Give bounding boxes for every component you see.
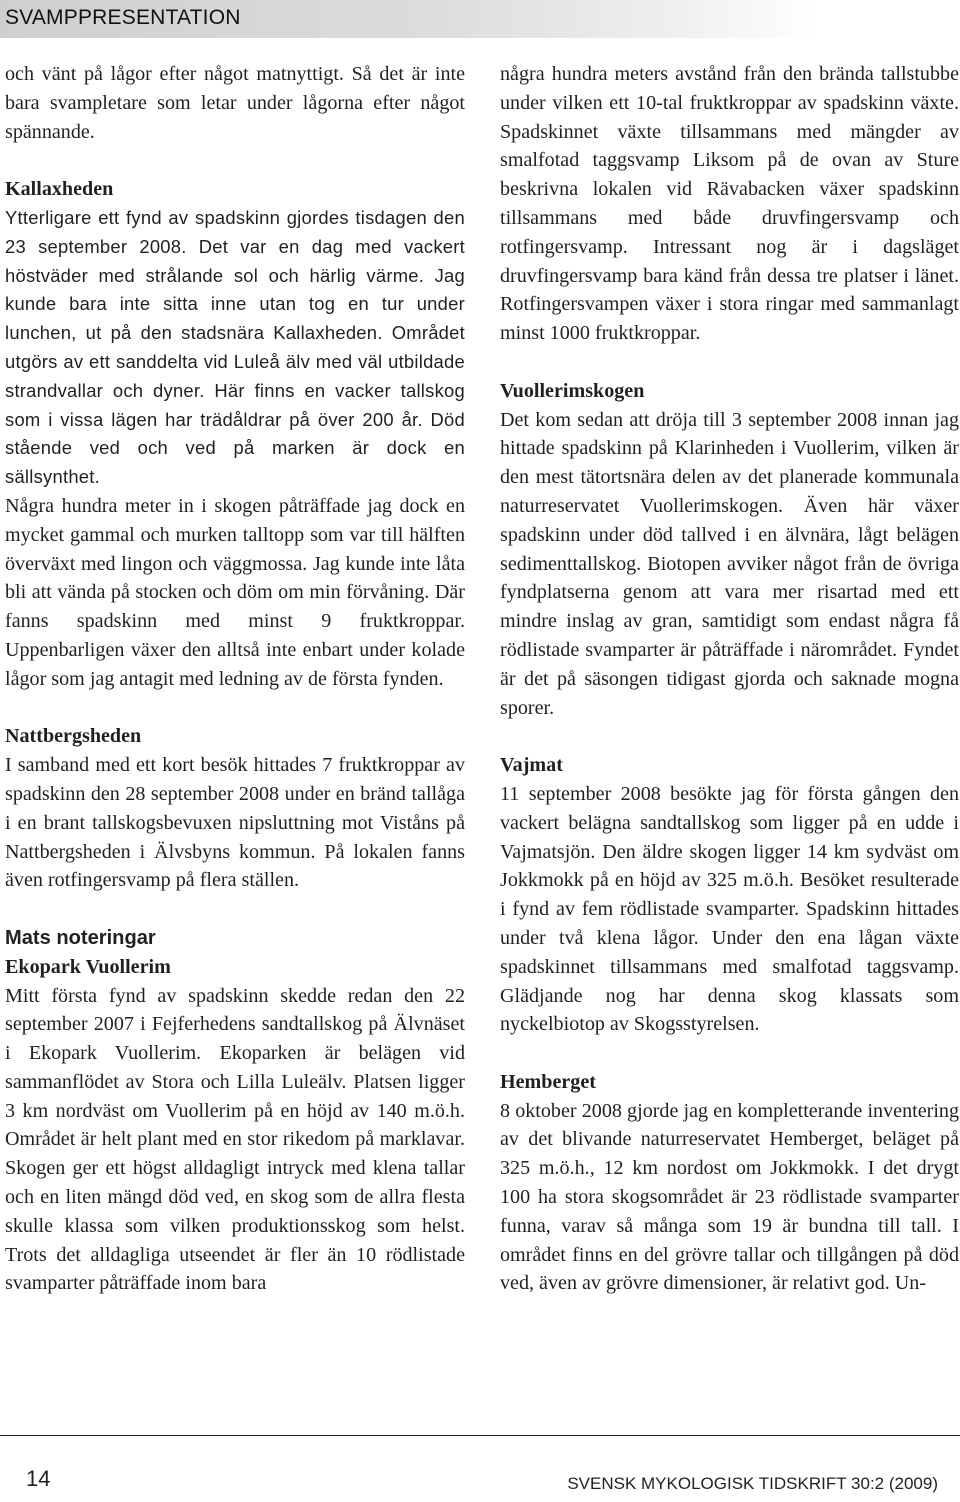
page-number: 14 xyxy=(26,1466,51,1491)
intro-paragraph: och vänt på lågor efter något matnyttigt. Så det är inte bara svampletare som letar under lågorna efter något spännande. xyxy=(5,63,465,143)
nattbergsheden-paragraph: I samband med ett kort besök hittades 7 fruktkroppar av spadskinn den 28 september 2008 under en bränd tallåga i en brant tallskogsbevuxen nipsluttning mot Viståns på Nattbergsheden i Älvsbyns kommun. På lokalen fanns även rotfingersvamp på flera ställen. xyxy=(5,754,465,892)
continuation-paragraph: några hundra meters avstånd från den brända tallstubbe under vilken ett 10-tal fruktkroppar av spadskinn växte. Spadskinnet växte tillsammans med mängder av smalfotad taggsvamp Liksom på de ovan av Sture beskrivna lokalen vid Rävabacken växer spadskinn tillsammans med både druvfingersvamp och rotfingersvamp. Intressant nog är i dagsläget druvfingersvamp bara känd från dessa tre platser i länet. Rotfingersvampen växer i stora ringar med sammanlagt minst 1000 fruktkroppar. xyxy=(500,63,959,345)
heading-vuollerimskogen: Vuollerimskogen xyxy=(500,379,645,402)
vuollerimskogen-paragraph: Det kom sedan att dröja till 3 september 2008 innan jag hittade spadskinn på Klarinheden i Vuollerim, vilken är den mest tätortsnära delen av det planerade kommunala naturreservatet Vuollerimskogen. Även här växer spadskinn under död tallved i en älvnära, lågt belägen sedimenttallskog. Biotopen avviker något från de övriga fyndplatserna genom att vara mer risartad med ett mindre inslag av gran, samtidigt som endast några få rödlistade svamparter är påträffade i närområdet. Fyndet är det på säsongen tidigast gjorda och saknade mogna sporer. xyxy=(500,408,959,719)
heading-nattbergsheden: Nattbergsheden xyxy=(5,725,142,748)
kallaxheden-paragraph-2: Några hundra meter in i skogen påträffade jag dock en mycket gammal och murken talltopp som var till hälften överväxt med lingon och väggmossa. Jag kunde inte låta bli att vända på stocken och döm om min förvåning. Där fanns spadskinn med minst 9 fruktkroppar. Uppenbarligen växer den alltså inte enbart under kolade lågor som jag antagit med ledning av de första fynden. xyxy=(5,494,465,690)
hemberget-paragraph: 8 oktober 2008 gjorde jag en kompletterande inventering av det blivande naturreservatet Hemberget, beläget på 325 m.ö.h., 12 km nordost om Jokkmokk. I det drygt 100 ha stora skogsområdet är 23 rödlistade svamparter funna, varav så många som 19 är bundna till tall. I området finns en del grövre tallar och tillgången på död ved, även av grövre dimensioner, är relativt god. Un- xyxy=(500,1099,959,1295)
kallaxheden-paragraph-1: Ytterligare ett fynd av spadskinn gjordes tisdagen den 23 september 2008. Det var en dag med vackert höstväder med strålande sol och härlig värme. Jag kunde bara inte sitta inne utan tog en tur under lunchen, ut på den stadsnära Kallaxheden. Området utgörs av ett sanddelta vid Luleå älv med väl utbildade strandvallar och dyner. Här finns en vacker tallskog som i vissa lägen har trädåldrar på över 200 år. Död stående ved och ved på marken är dock en sällsynthet. xyxy=(5,206,465,488)
heading-hemberget: Hemberget xyxy=(500,1070,596,1093)
heading-mats-noteringar: Mats noteringar xyxy=(5,926,156,949)
heading-ekopark-vuollerim: Ekopark Vuollerim xyxy=(5,955,171,978)
section-title: SVAMPPRESENTATION xyxy=(5,6,241,29)
section-header-band xyxy=(0,0,960,38)
heading-kallaxheden: Kallaxheden xyxy=(5,178,114,201)
ekopark-paragraph: Mitt första fynd av spadskinn skedde redan den 22 september 2007 i Fejferhedens sandtallskog på Älvnäset i Ekopark Vuollerim. Ekoparken är belägen vid sammanflödet av Stora och Lilla Luleälv. Platsen ligger 3 km nordväst om Vuollerim på en höjd av 140 m.ö.h. Området är helt plant med en stor rikedom på marklavar. Skogen ger ett högst alldagligt intryck med klena tallar och en liten mängd död ved, en skog som de allra flesta skulle klassa som vilken produktionsskog som helst. Trots det alldagliga utseendet är fler än 10 rödlistade svamparter påträffade inom bara xyxy=(5,984,465,1295)
heading-vajmat: Vajmat xyxy=(500,754,563,777)
right-column xyxy=(500,60,959,1298)
footer-rule xyxy=(0,1435,960,1436)
left-column xyxy=(5,60,465,1298)
vajmat-paragraph: 11 september 2008 besökte jag för första gången den vackert belägna sandtallskog som ligger på en udde i Vajmatsjön. Den äldre skogen ligger 14 km sydväst om Jokkmokk på en höjd av 325 m.ö.h. Besöket resulterade i fynd av fem rödlistade svamparter. Spadskinn hittades under två klena lågor. Under den ena lågan växte spadskinnet tillsammans med smalfotad taggsvamp. Glädjande nog har denna skog klassats som nyckelbiotop av Skogsstyrelsen. xyxy=(500,782,959,1036)
journal-citation: SVENSK MYKOLOGISK TIDSKRIFT 30:2 (2009) xyxy=(567,1474,938,1493)
